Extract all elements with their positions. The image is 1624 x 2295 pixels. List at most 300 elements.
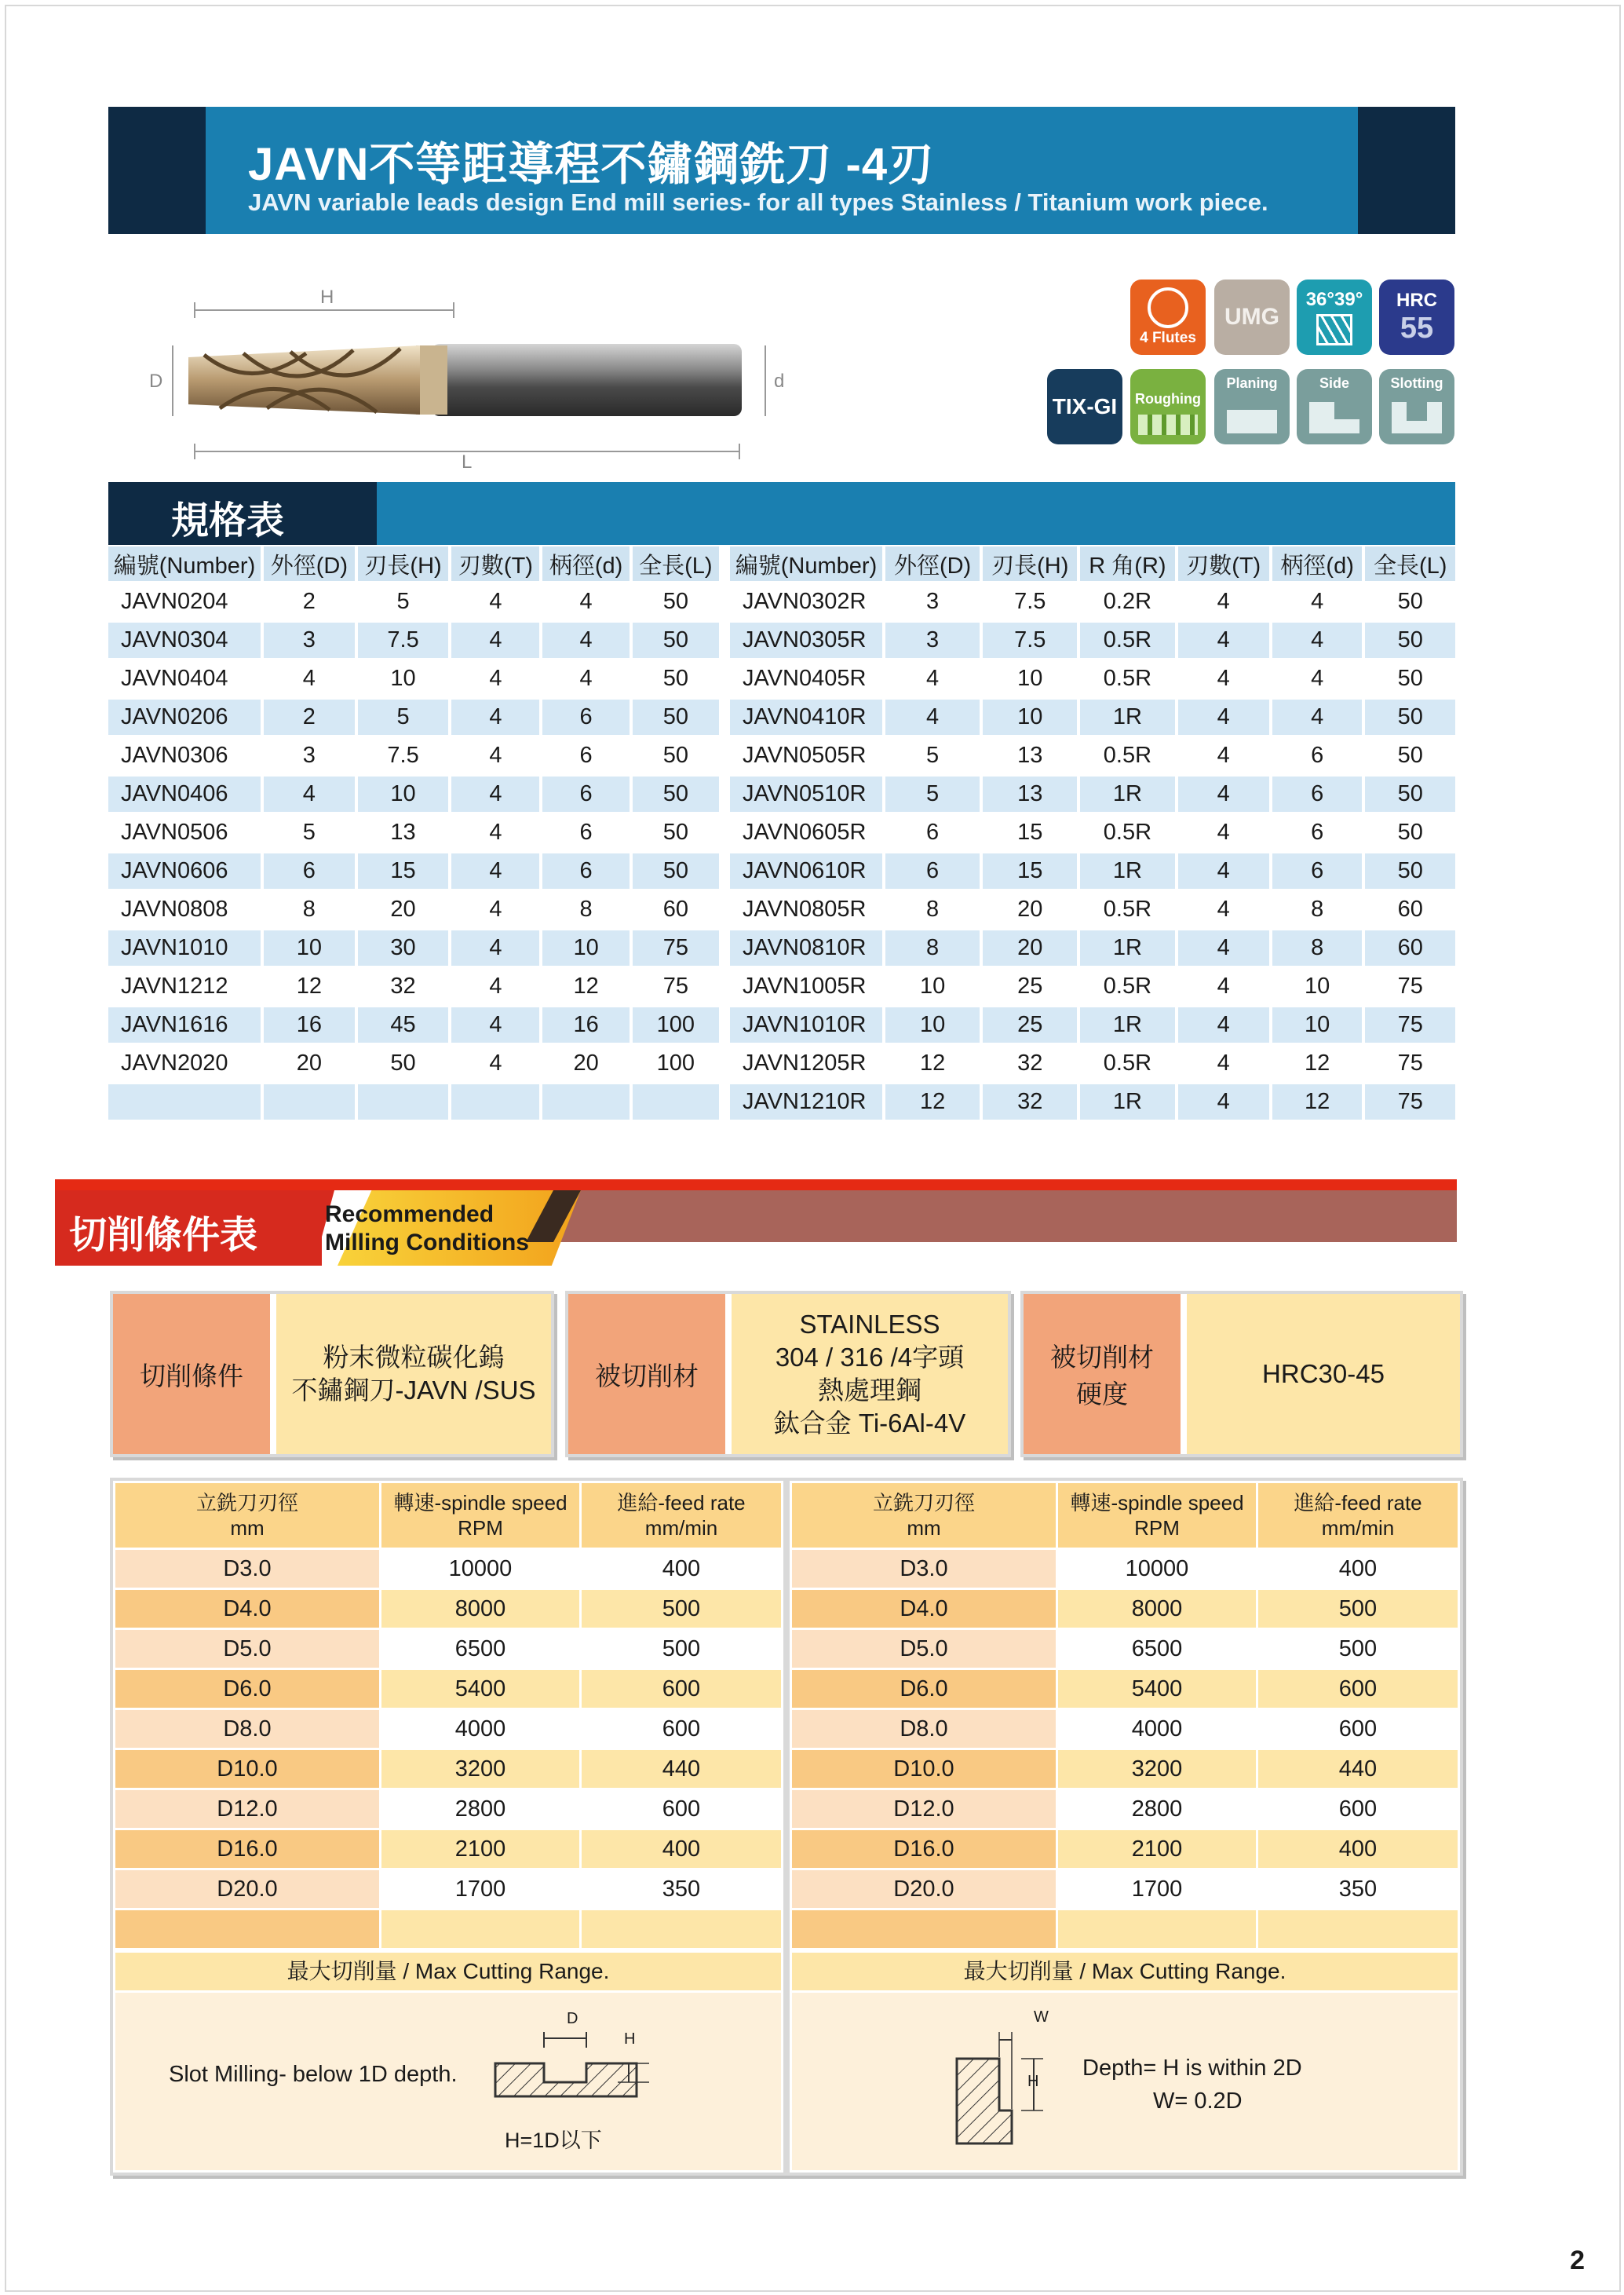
spec-cell: 100 xyxy=(633,1046,719,1081)
spec-cell: 10 xyxy=(885,1007,980,1043)
spec-cell: 15 xyxy=(358,853,449,889)
spec-cell: 4 xyxy=(451,969,539,1004)
spec-cell: 75 xyxy=(1365,1007,1455,1043)
part-number-cell: JAVN0206 xyxy=(108,700,261,735)
spec-cell: 4 xyxy=(1178,584,1269,619)
spec-cell: 50 xyxy=(633,853,719,889)
spec-cell: 50 xyxy=(1365,853,1455,889)
spec-cell: 50 xyxy=(633,815,719,850)
condition-value-line2: 不鏽鋼刀-JAVN /SUS xyxy=(291,1376,536,1405)
part-number-cell: JAVN1212 xyxy=(108,969,261,1004)
diameter-cell: D16.0 xyxy=(792,1830,1056,1868)
spec-cell: 10 xyxy=(358,661,449,696)
spec-cell xyxy=(451,1084,539,1120)
speed-panel-left xyxy=(110,1478,786,2176)
spec-cell: 12 xyxy=(1272,1046,1363,1081)
rpm-cell: 1700 xyxy=(381,1870,579,1908)
part-number-cell: JAVN2020 xyxy=(108,1046,261,1081)
spec-cell: 12 xyxy=(1272,1084,1363,1120)
helix-icon xyxy=(1316,314,1352,345)
spec-cell: 50 xyxy=(633,584,719,619)
rpm-cell: 2800 xyxy=(381,1790,579,1828)
rpm-cell: 1700 xyxy=(1058,1870,1256,1908)
diameter-cell: D12.0 xyxy=(115,1790,379,1828)
spec-cell: 0.5R xyxy=(1080,738,1174,773)
tool-diagram xyxy=(149,283,793,479)
feed-cell: 500 xyxy=(582,1590,781,1628)
roughing-icon xyxy=(1138,415,1198,435)
slot-caption: H=1D以下 xyxy=(505,2129,602,2152)
material-value-line1: STAINLESS xyxy=(799,1310,940,1339)
table-row xyxy=(730,623,1455,658)
table-row xyxy=(792,1790,1458,1828)
banner-right-cap xyxy=(1358,107,1455,234)
spec-cell: 50 xyxy=(633,700,719,735)
spec-cell: 4 xyxy=(885,700,980,735)
table-row xyxy=(108,584,719,619)
spec-cell: 5 xyxy=(885,777,980,812)
part-number-cell: JAVN0406 xyxy=(108,777,261,812)
spec-cell: 75 xyxy=(633,930,719,966)
spec-cell: 5 xyxy=(885,738,980,773)
spec-cell: 5 xyxy=(358,584,449,619)
feed-cell: 400 xyxy=(582,1550,781,1588)
spec-cell: 7.5 xyxy=(983,584,1077,619)
spec-cell: 50 xyxy=(1365,777,1455,812)
spec-cell: 6 xyxy=(885,815,980,850)
part-number-cell: JAVN1010 xyxy=(108,930,261,966)
spec-cell: 50 xyxy=(1365,738,1455,773)
part-number-cell: JAVN0808 xyxy=(108,892,261,927)
page-number: 2 xyxy=(1570,2246,1585,2275)
feed-cell: 600 xyxy=(1258,1670,1458,1708)
spec-cell: 50 xyxy=(358,1046,449,1081)
spec-cell: 4 xyxy=(885,661,980,696)
workpiece-material-box xyxy=(565,1291,1011,1457)
part-number-cell: JAVN1616 xyxy=(108,1007,261,1043)
spec-cell: 50 xyxy=(1365,815,1455,850)
rpm-cell xyxy=(1058,1910,1256,1948)
table-row xyxy=(115,1630,781,1668)
spec-cell: 4 xyxy=(451,738,539,773)
diameter-cell: D6.0 xyxy=(115,1670,379,1708)
column-header: 外徑(D) xyxy=(885,546,980,581)
spec-cell: 3 xyxy=(264,738,355,773)
spec-cell: 15 xyxy=(983,853,1077,889)
part-number-cell: JAVN1210R xyxy=(730,1084,882,1120)
feed-cell: 400 xyxy=(1258,1550,1458,1588)
spec-cell: 6 xyxy=(542,700,629,735)
slot-d-label: D xyxy=(567,2010,578,2027)
spec-cell: 50 xyxy=(633,661,719,696)
spec-cell: 1R xyxy=(1080,853,1174,889)
spec-cell: 8 xyxy=(1272,892,1363,927)
table-row xyxy=(730,1084,1455,1120)
speed-table xyxy=(790,1481,1460,1950)
spec-cell: 7.5 xyxy=(983,623,1077,658)
spec-section-title: 規格表 xyxy=(171,500,285,542)
spec-cell: 0.5R xyxy=(1080,1046,1174,1081)
table-row xyxy=(108,700,719,735)
diameter-cell: D20.0 xyxy=(115,1870,379,1908)
page-title: JAVN不等距導程不鏽鋼銑刀 -4刃 xyxy=(248,139,935,190)
column-header: 編號(Number) xyxy=(730,546,882,581)
part-number-cell: JAVN0404 xyxy=(108,661,261,696)
spec-cell: 20 xyxy=(264,1046,355,1081)
spec-cell: 6 xyxy=(264,853,355,889)
side-w-label: W xyxy=(1034,2008,1049,2026)
column-header: 編號(Number) xyxy=(108,546,261,581)
spec-cell: 75 xyxy=(633,969,719,1004)
diameter-cell: D4.0 xyxy=(792,1590,1056,1628)
diameter-cell: D16.0 xyxy=(115,1830,379,1868)
spec-cell: 50 xyxy=(633,777,719,812)
planing-badge: Planing xyxy=(1214,369,1290,444)
spec-cell: 50 xyxy=(1365,661,1455,696)
table-row xyxy=(730,1007,1455,1043)
spec-cell: 12 xyxy=(542,969,629,1004)
diameter-cell: D10.0 xyxy=(792,1750,1056,1788)
spec-cell: 4 xyxy=(1178,1084,1269,1120)
workpiece-hardness-box xyxy=(1020,1291,1463,1457)
table-row xyxy=(108,892,719,927)
spec-cell: 2 xyxy=(264,584,355,619)
column-header-feed: 進給-feed rate mm/min xyxy=(582,1483,781,1548)
rpm-cell: 10000 xyxy=(1058,1550,1256,1588)
spec-cell: 45 xyxy=(358,1007,449,1043)
slotting-icon xyxy=(1392,402,1442,433)
table-row xyxy=(108,815,719,850)
condition-value-line1: 粉末微粒碳化鎢 xyxy=(323,1343,505,1372)
spec-cell: 6 xyxy=(542,853,629,889)
spec-cell: 10 xyxy=(542,930,629,966)
diameter-cell: D10.0 xyxy=(115,1750,379,1788)
diameter-cell: D12.0 xyxy=(792,1790,1056,1828)
diameter-cell: D5.0 xyxy=(792,1630,1056,1668)
rpm-cell: 4000 xyxy=(1058,1710,1256,1748)
spec-cell: 20 xyxy=(983,930,1077,966)
spec-cell xyxy=(542,1084,629,1120)
table-row xyxy=(730,892,1455,927)
rpm-cell: 3200 xyxy=(381,1750,579,1788)
part-number-cell: JAVN1010R xyxy=(730,1007,882,1043)
slotting-badge: Slotting xyxy=(1379,369,1454,444)
spec-cell: 4 xyxy=(451,815,539,850)
diameter-cell: D5.0 xyxy=(115,1630,379,1668)
spec-cell: 8 xyxy=(885,930,980,966)
column-header: 柄徑(d) xyxy=(542,546,629,581)
column-header: 外徑(D) xyxy=(264,546,355,581)
part-number-cell: JAVN0606 xyxy=(108,853,261,889)
speed-table xyxy=(113,1481,783,1950)
spec-cell: 4 xyxy=(1272,584,1363,619)
spec-cell: 4 xyxy=(451,930,539,966)
spec-cell: 4 xyxy=(451,584,539,619)
spec-cell: 4 xyxy=(451,853,539,889)
table-row xyxy=(792,1710,1458,1748)
spec-cell: 16 xyxy=(542,1007,629,1043)
part-number-cell: JAVN0302R xyxy=(730,584,882,619)
table-row xyxy=(115,1910,781,1948)
spec-cell: 4 xyxy=(264,661,355,696)
column-header: 全長(L) xyxy=(633,546,719,581)
spec-cell: 4 xyxy=(1178,815,1269,850)
spec-cell: 32 xyxy=(983,1046,1077,1081)
spec-cell: 30 xyxy=(358,930,449,966)
table-row xyxy=(730,700,1455,735)
rpm-cell: 10000 xyxy=(381,1550,579,1588)
table-row xyxy=(108,930,719,966)
table-row xyxy=(730,584,1455,619)
table-row xyxy=(730,930,1455,966)
coating-badge: TIX-GI xyxy=(1047,369,1122,444)
spec-cell: 10 xyxy=(1272,969,1363,1004)
rpm-cell xyxy=(381,1910,579,1948)
spec-cell: 20 xyxy=(542,1046,629,1081)
rpm-cell: 2100 xyxy=(381,1830,579,1868)
spec-cell xyxy=(633,1084,719,1120)
part-number-cell: JAVN0805R xyxy=(730,892,882,927)
spec-cell: 16 xyxy=(264,1007,355,1043)
table-row xyxy=(792,1910,1458,1948)
spec-cell: 10 xyxy=(983,661,1077,696)
hardness-label-line2: 硬度 xyxy=(1076,1380,1128,1409)
spec-cell: 4 xyxy=(1178,661,1269,696)
table-row xyxy=(108,777,719,812)
table-row xyxy=(792,1750,1458,1788)
spec-cell: 13 xyxy=(983,777,1077,812)
spec-cell: 2 xyxy=(264,700,355,735)
table-row xyxy=(730,969,1455,1004)
side-text-line2: W= 0.2D xyxy=(1153,2089,1243,2114)
rpm-cell: 2100 xyxy=(1058,1830,1256,1868)
condition-label: 切削條件 xyxy=(113,1294,270,1454)
table-row xyxy=(730,738,1455,773)
spec-cell: 8 xyxy=(1272,930,1363,966)
material-value-line4: 鈦合金 Ti-6Al-4V xyxy=(773,1409,966,1438)
feed-cell: 500 xyxy=(1258,1630,1458,1668)
table-row xyxy=(115,1670,781,1708)
spec-cell: 8 xyxy=(885,892,980,927)
spec-cell: 1R xyxy=(1080,1084,1174,1120)
spec-cell: 6 xyxy=(542,815,629,850)
umg-badge: UMG xyxy=(1214,280,1290,355)
spec-cell: 4 xyxy=(1178,738,1269,773)
feed-cell xyxy=(582,1910,781,1948)
spec-cell: 0.5R xyxy=(1080,815,1174,850)
spec-cell: 50 xyxy=(1365,700,1455,735)
spec-cell: 10 xyxy=(983,700,1077,735)
spec-cell: 50 xyxy=(1365,623,1455,658)
side-icon xyxy=(1309,402,1359,433)
slot-milling-text: Slot Milling- below 1D depth. xyxy=(169,2062,458,2087)
part-number-cell: JAVN0610R xyxy=(730,853,882,889)
feed-cell: 600 xyxy=(1258,1790,1458,1828)
column-header: R 角(R) xyxy=(1080,546,1174,581)
part-number-cell xyxy=(108,1084,261,1120)
table-row xyxy=(115,1590,781,1628)
spec-cell: 13 xyxy=(358,815,449,850)
side-diagram xyxy=(946,2008,1064,2158)
spec-section-header xyxy=(108,482,1455,545)
part-number-cell: JAVN0605R xyxy=(730,815,882,850)
spec-cell: 10 xyxy=(264,930,355,966)
spec-cell: 4 xyxy=(1178,777,1269,812)
part-number-cell: JAVN0410R xyxy=(730,700,882,735)
spec-cell: 15 xyxy=(983,815,1077,850)
spec-cell: 4 xyxy=(451,777,539,812)
spec-cell: 50 xyxy=(633,623,719,658)
end-mill-illustration xyxy=(149,283,793,479)
part-number-cell: JAVN0204 xyxy=(108,584,261,619)
cutting-section-en-line1: Recommended xyxy=(325,1201,494,1227)
table-row xyxy=(115,1830,781,1868)
table-row xyxy=(792,1670,1458,1708)
max-cutting-range-label: 最大切削量 / Max Cutting Range. xyxy=(792,1953,1458,1990)
column-header-diameter: 立銑刀刃徑 mm xyxy=(115,1483,379,1548)
spec-cell: 1R xyxy=(1080,1007,1174,1043)
rpm-cell: 5400 xyxy=(1058,1670,1256,1708)
column-header: 刃數(T) xyxy=(1178,546,1269,581)
spec-cell: 0.5R xyxy=(1080,623,1174,658)
header-banner xyxy=(108,107,1455,234)
table-row xyxy=(730,777,1455,812)
spec-cell: 4 xyxy=(1178,892,1269,927)
table-row xyxy=(108,623,719,658)
speed-panel-right xyxy=(786,1478,1463,2176)
diameter-cell: D3.0 xyxy=(115,1550,379,1588)
spec-cell: 25 xyxy=(983,1007,1077,1043)
banner-left-cap xyxy=(108,107,206,234)
table-row xyxy=(730,661,1455,696)
spec-cell: 4 xyxy=(451,892,539,927)
spec-cell: 4 xyxy=(1272,661,1363,696)
table-row xyxy=(108,969,719,1004)
table-row xyxy=(108,1084,719,1120)
table-row xyxy=(115,1750,781,1788)
part-number-cell: JAVN0305R xyxy=(730,623,882,658)
rpm-cell: 4000 xyxy=(381,1710,579,1748)
table-row xyxy=(108,1046,719,1081)
spec-cell: 6 xyxy=(1272,777,1363,812)
feed-cell: 440 xyxy=(582,1750,781,1788)
spec-cell: 25 xyxy=(983,969,1077,1004)
side-milling-illustration xyxy=(792,1993,1458,2170)
spec-cell: 6 xyxy=(1272,853,1363,889)
page-subtitle: JAVN variable leads design End mill series- for all types Stainless / Titanium work piece. xyxy=(248,188,1268,216)
column-header: 全長(L) xyxy=(1365,546,1455,581)
feed-cell: 500 xyxy=(582,1630,781,1668)
diameter-cell: D6.0 xyxy=(792,1670,1056,1708)
table-row xyxy=(115,1710,781,1748)
cutting-section-title: 切削條件表 xyxy=(69,1215,258,1256)
spec-cell: 7.5 xyxy=(358,623,449,658)
flutes-icon xyxy=(1148,287,1188,328)
spec-cell: 4 xyxy=(542,661,629,696)
spec-cell: 50 xyxy=(633,738,719,773)
spec-cell: 4 xyxy=(1178,1007,1269,1043)
spec-cell: 3 xyxy=(885,623,980,658)
spec-cell: 100 xyxy=(633,1007,719,1043)
dim-d-outer-label: D xyxy=(149,371,163,392)
cutting-section-header xyxy=(55,1179,1457,1266)
column-header-diameter: 立銑刀刃徑 mm xyxy=(792,1483,1056,1548)
table-header-row xyxy=(115,1483,781,1548)
material-value-line2: 304 / 316 /4字頭 xyxy=(775,1343,965,1372)
table-row xyxy=(115,1870,781,1908)
spec-cell: 4 xyxy=(451,623,539,658)
part-number-cell: JAVN0304 xyxy=(108,623,261,658)
spec-cell: 0.2R xyxy=(1080,584,1174,619)
spec-cell: 5 xyxy=(358,700,449,735)
cutting-section-en-line2: Milling Conditions xyxy=(325,1230,529,1255)
spec-cell: 10 xyxy=(1272,1007,1363,1043)
rpm-cell: 3200 xyxy=(1058,1750,1256,1788)
spec-cell: 4 xyxy=(451,1046,539,1081)
part-number-cell: JAVN0510R xyxy=(730,777,882,812)
feed-cell: 600 xyxy=(582,1790,781,1828)
spec-cell: 32 xyxy=(983,1084,1077,1120)
diameter-cell: D20.0 xyxy=(792,1870,1056,1908)
spec-cell: 0.5R xyxy=(1080,661,1174,696)
part-number-cell: JAVN0506 xyxy=(108,815,261,850)
spec-cell: 4 xyxy=(1178,700,1269,735)
diameter-cell xyxy=(792,1910,1056,1948)
column-header-feed: 進給-feed rate mm/min xyxy=(1258,1483,1458,1548)
spec-cell: 50 xyxy=(1365,584,1455,619)
spec-cell: 13 xyxy=(983,738,1077,773)
spec-cell: 4 xyxy=(1178,853,1269,889)
spec-cell: 12 xyxy=(885,1084,980,1120)
spec-cell: 4 xyxy=(1178,623,1269,658)
feed-cell: 600 xyxy=(1258,1710,1458,1748)
table-row xyxy=(792,1870,1458,1908)
spec-table-left xyxy=(105,543,722,1123)
spec-cell: 1R xyxy=(1080,777,1174,812)
spec-cell xyxy=(358,1084,449,1120)
part-number-cell: JAVN0306 xyxy=(108,738,261,773)
column-header: 刃數(T) xyxy=(451,546,539,581)
side-h-label: H xyxy=(1027,2073,1039,2090)
table-header-row xyxy=(730,546,1455,581)
spec-cell: 6 xyxy=(1272,815,1363,850)
part-number-cell: JAVN0405R xyxy=(730,661,882,696)
part-number-cell: JAVN0810R xyxy=(730,930,882,966)
feed-cell: 350 xyxy=(582,1870,781,1908)
spec-cell: 4 xyxy=(1178,1046,1269,1081)
spec-cell: 10 xyxy=(885,969,980,1004)
spec-cell: 10 xyxy=(358,777,449,812)
spec-cell: 75 xyxy=(1365,1084,1455,1120)
table-header-row xyxy=(792,1483,1458,1548)
feed-cell xyxy=(1258,1910,1458,1948)
spec-cell: 1R xyxy=(1080,930,1174,966)
slot-h-label: H xyxy=(624,2030,636,2048)
table-row xyxy=(115,1790,781,1828)
rpm-cell: 6500 xyxy=(1058,1630,1256,1668)
spec-cell: 4 xyxy=(542,623,629,658)
table-row xyxy=(108,853,719,889)
spec-cell: 12 xyxy=(885,1046,980,1081)
table-row xyxy=(792,1830,1458,1868)
column-header: 刃長(H) xyxy=(983,546,1077,581)
table-row xyxy=(108,661,719,696)
spec-cell: 20 xyxy=(358,892,449,927)
spec-cell: 4 xyxy=(542,584,629,619)
part-number-cell: JAVN0505R xyxy=(730,738,882,773)
spec-cell: 60 xyxy=(1365,892,1455,927)
spec-cell: 4 xyxy=(1178,969,1269,1004)
